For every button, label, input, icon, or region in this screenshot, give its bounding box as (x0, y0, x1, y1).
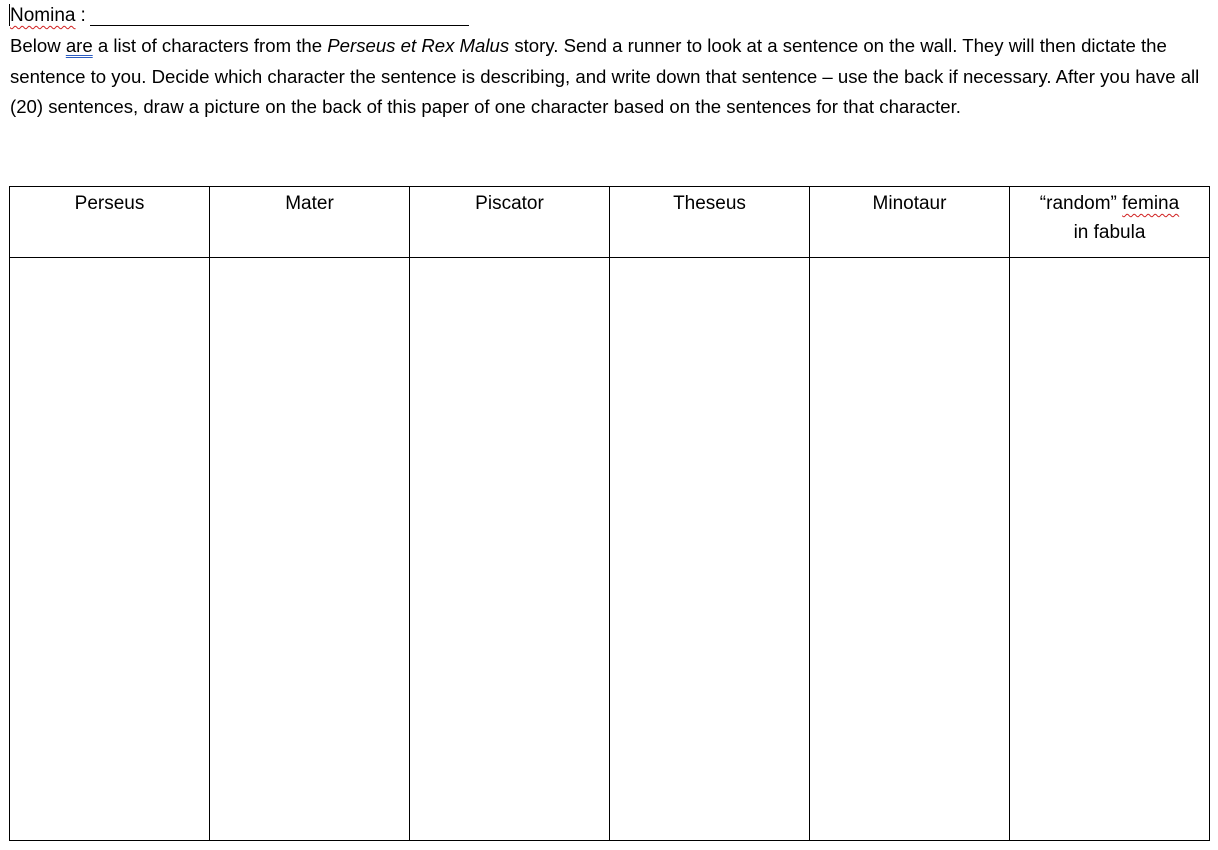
column-header-spell-flag: femina (1122, 193, 1180, 214)
column-header-label: Perseus (74, 193, 145, 214)
instructions-paragraph (10, 31, 1210, 123)
column-header-piscator (410, 187, 610, 258)
column-header-label: Mater (285, 193, 334, 214)
column-header-label: Minotaur (872, 193, 947, 214)
column-header-random-femina (1010, 187, 1210, 258)
column-header-label: Piscator (475, 193, 544, 214)
answer-cell-random-femina[interactable] (1010, 258, 1210, 841)
instructions-grammar-flag: are (65, 35, 93, 56)
character-table (9, 186, 1210, 841)
answer-cell-piscator[interactable] (410, 258, 610, 841)
answer-cell-minotaur[interactable] (810, 258, 1010, 841)
column-header-minotaur (810, 187, 1010, 258)
column-header-label-a: “random” (1039, 193, 1123, 214)
instructions-text-2: a list of characters from the (92, 35, 328, 56)
name-colon: : (80, 5, 86, 26)
story-title: Perseus et Rex Malus (327, 35, 510, 56)
answer-cell-theseus[interactable] (610, 258, 810, 841)
table-row (10, 258, 1210, 841)
name-label: Nomina (10, 5, 76, 26)
column-header-perseus (10, 187, 210, 258)
column-header-label: Theseus (673, 193, 746, 214)
answer-cell-perseus[interactable] (10, 258, 210, 841)
answer-cell-mater[interactable] (210, 258, 410, 841)
instructions-text-3: story. Send a runner to look at a sentence on the wall. They will then dictate the sentence to you. Decide which character the sentence is describing, and write down that sentence – use the back if necessary. After you have all (20) sentences, draw a picture on the back of this paper of one character based on the sentences for that character. (10, 35, 1200, 117)
name-field-row (10, 3, 469, 29)
instructions-text-1: Below (10, 35, 66, 56)
column-header-mater (210, 187, 410, 258)
table-header-row (10, 187, 1210, 258)
column-header-label-line2: in fabula (1073, 222, 1146, 243)
column-header-theseus (610, 187, 810, 258)
name-blank-line[interactable] (90, 3, 469, 26)
